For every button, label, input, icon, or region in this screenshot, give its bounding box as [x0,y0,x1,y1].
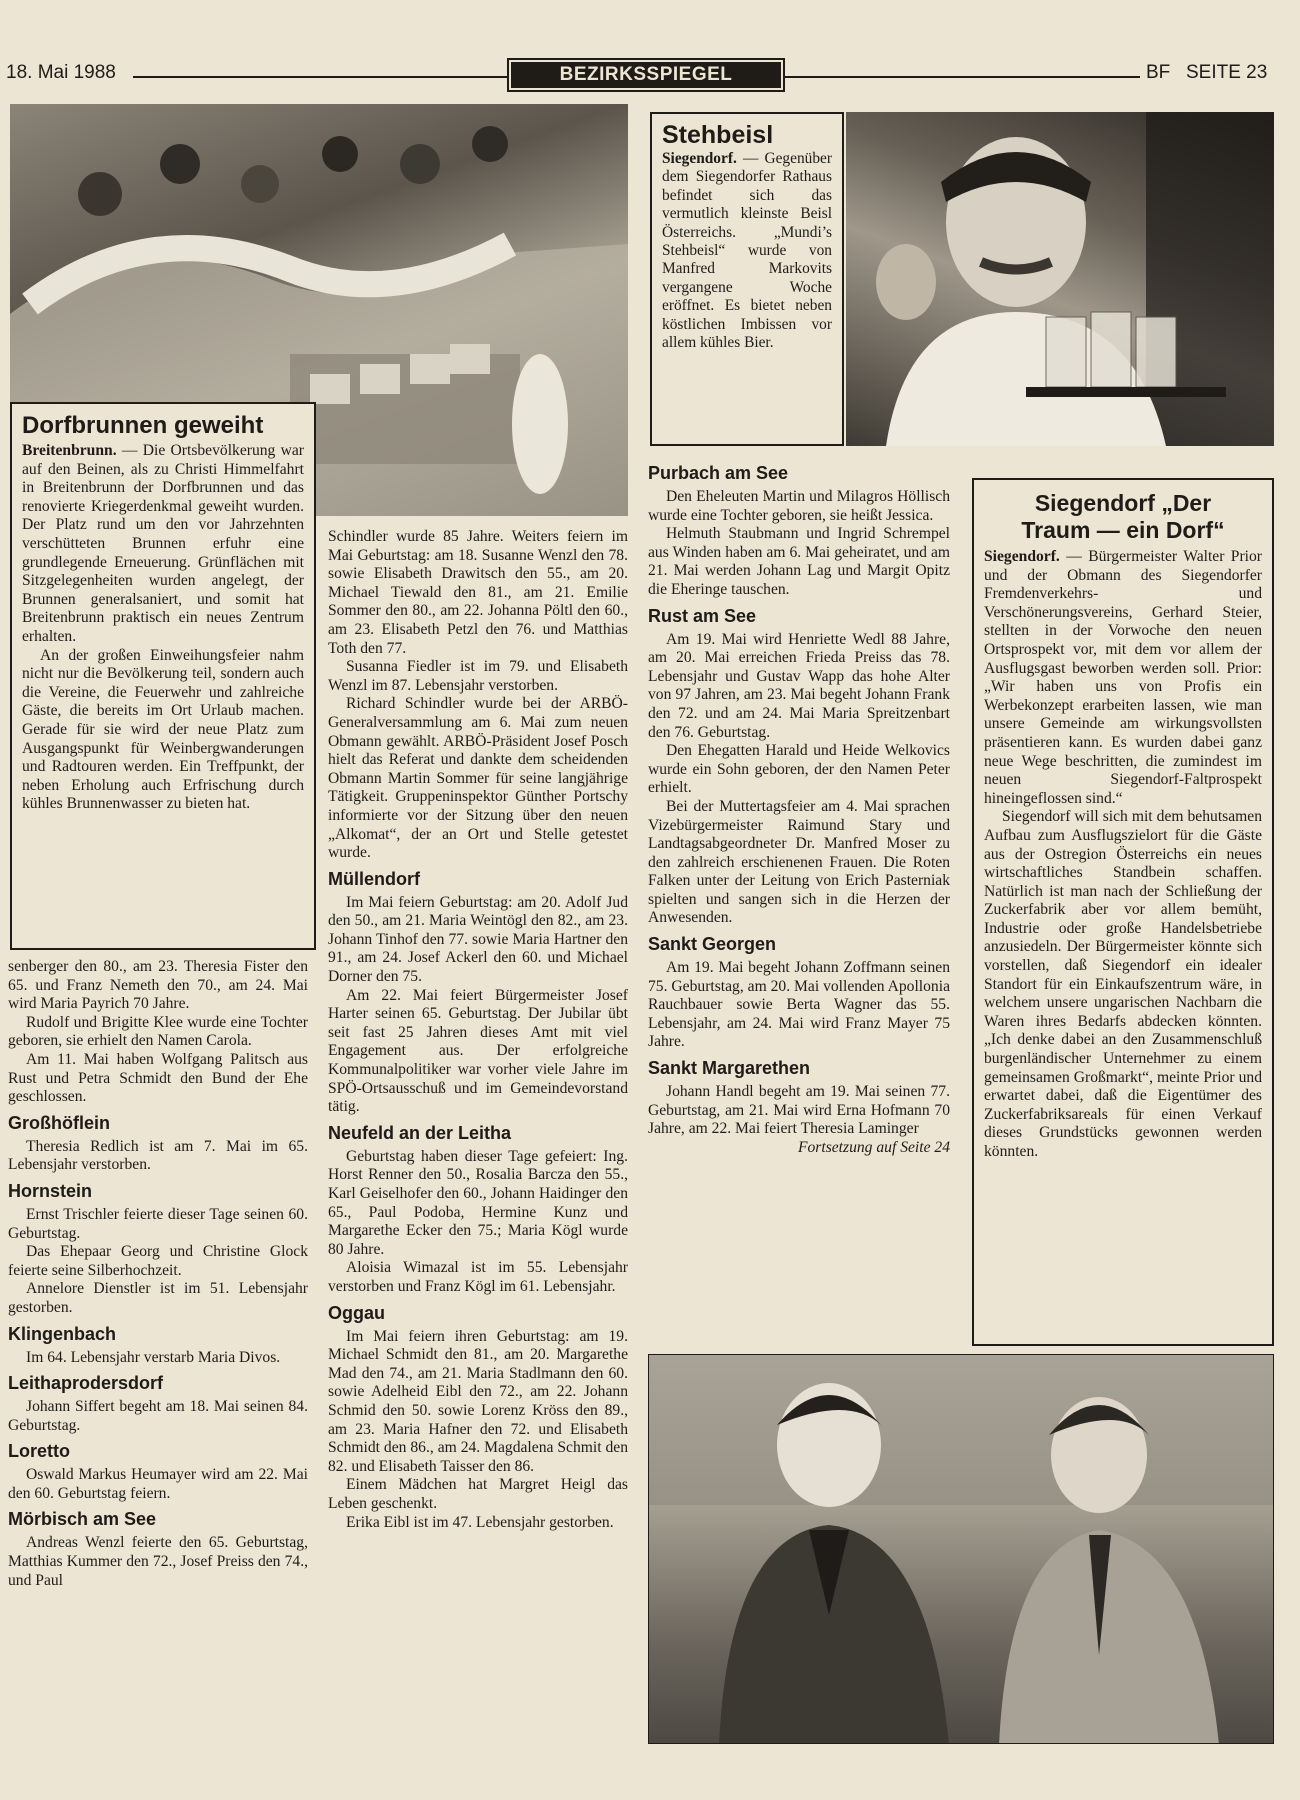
col1-klee: Rudolf und Brigitte Klee wurde eine Tochter geboren, sie erhielt den Namen Carola. [8,1013,308,1050]
heading-oggau: Oggau [328,1302,385,1323]
heading-klingenbach: Klingenbach [8,1323,117,1344]
col3-continued: Fortsetzung auf Seite 24 [797,1138,950,1156]
heading-moerbisch: Mörbisch am See [8,1509,157,1530]
heading-grosshoeflein: Großhöflein [8,1112,110,1133]
col1-hornstein-2: Das Ehepaar Georg und Christine Glock feierte seine Silberhochzeit. [8,1243,308,1279]
col2-muellendorf: Im Mai feiern Geburtstag: am 20. Adolf Jud den 50., am 21. Maria Weintögl den 82., am 23. Johann Tinhof den 77. sowie Maria Hartner den 91., am 24. Josef Ackerl den 60. und Michael Dorner den 75. [328,893,628,986]
dorfbrunnen-text-1: — Die Ortsbevölkerung war auf den Beinen, als zu Christi Himmelfahrt in Breitenbrunn der Dorfbrunnen und das renovierte Kriegerdenkmal geweiht wurden. Der Platz rund um den vor Jahrzehnten verschütteten Brunnen erfuhr eine grundlegende Erneuerung. Grünflächen mit Sitzgelegenheiten wurden angelegt, der Brunnen generalsaniert, und somit hat Breitenbrunn praktisch ein neues Zentrum erhalten. [22,442,304,645]
col2-wimazal: Aloisia Wimazal ist im 55. Lebensjahr verstorben und Franz Kögl im 61. Lebensjahr. [328,1259,628,1295]
header-rule-left [133,76,507,78]
col2-harter: Am 22. Mai feiert Bürgermeister Josef Harter seinen 65. Geburtstag. Der Jubilar übt seit fast 25 Jahren dieses Amt mit viel Engagement aus. Der erfolgreiche Kommunalpolitiker war vorher viele Jahre im SPÖ-Ortsausschuß und im Gemeindevorstand tätig. [328,986,628,1116]
stehbeisl-location: Siegendorf. [662,150,737,167]
page-header [0,56,1300,100]
col1-moerbisch: Andreas Wenzl feierte den 65. Geburtstag, Matthias Kummer den 72., Josef Preiss den 74., und Paul [8,1534,308,1589]
dorfbrunnen-paragraph-1 [22,442,304,647]
col2-arboe: Richard Schindler wurde bei der ARBÖ-Generalversammlung am 6. Mai zum neuen Obmann gewählt. ARBÖ-Präsident Josef Posch hielt das Referat und dankte dem scheidenden Obmann Martin Sommer für seine langjährige Tätigkeit. Gruppeninspektor Günther Portschy informierte vor der Sitzung über den neuen „Alkomat“, der an Ort und Stelle getestet wurde. [328,695,628,862]
header-section-label: BEZIRKSSPIEGEL [511,62,781,88]
col3-purbach-2: Helmuth Staubmann und Ingrid Schrempel aus Winden haben am 6. Mai geheiratet, und am 21. Mai werden Johann Lag und Margit Opitz die Eheringe tauschen. [648,525,950,598]
col3-rust-1: Am 19. Mai wird Henriette Wedl 88 Jahre, am 20. Mai erreichen Frieda Preiss das 78. Lebensjahr und Gustav Wapp das hohe Alter von 97 Jahren, am 23. Mai begeht Johann Frank den 72. und am 24. Mai Maria Spreitzenbart den 76. Geburtstag. [648,630,950,741]
article-traum [972,478,1274,1346]
dorfbrunnen-location: Breitenbrunn. [22,442,117,459]
article-stehbeisl-body [662,150,832,352]
col1-continuation: senberger den 80., am 23. Theresia Fister den 65. und Franz Nemeth den 70., am 24. Mai wird Maria Payrich 70 Jahre. [8,958,308,1013]
col2-oggau: Im Mai feiern ihren Geburtstag: am 19. Michael Schmidt den 81., am 20. Margarethe Mad den 74., am 21. Maria Stadlmann den 60. sowie Adelheid Eibl den 72., am 22. Johann Schmid den 50. sowie Lorenz Kröss den 89., am 23. Maria Hafner den 72. und Elisabeth Schmidt den 86., am 24. Magdalena Schmit den 82. und Elisabeth Taisser den 86. [328,1327,628,1475]
article-stehbeisl-title: Stehbeisl [662,121,774,149]
column-3 [648,462,950,1157]
header-edition: BF [1146,62,1171,83]
col1-leithaprodersdorf: Johann Siffert begeht am 18. Mai seinen 84. Geburtstag. [8,1398,308,1434]
col2-eibl: Erika Eibl ist im 47. Lebensjahr gestorben. [346,1513,614,1531]
traum-title-line-1: Siegendorf „Der [1034,490,1212,516]
col3-georgen: Am 19. Mai begeht Johann Zoffmann seinen 75. Geburtstag, am 20. Mai vollenden Apollonia Rauchbauer sowie Berta Wagner das 55. Lebensjahr, am 24. Mai wird Franz Mayer 75 Jahre. [648,959,950,1051]
two-men-photo [648,1354,1274,1744]
col1-klingenbach: Im 64. Lebensjahr verstarb Maria Divos. [26,1348,281,1366]
article-traum-title [984,490,1262,544]
col1-palitsch: Am 11. Mai haben Wolfgang Palitsch aus Rust und Petra Schmidt den Bund der Ehe geschlossen. [8,1050,308,1106]
header-page: SEITE 23 [1186,62,1268,83]
col1-hornstein-1: Ernst Trischler feierte dieser Tage seinen 60. Geburtstag. [8,1205,308,1242]
col3-rust-3: Bei der Muttertagsfeier am 4. Mai sprachen Vizebürgermeister Raimund Stary und Landtagsabgeordneter Dr. Manfred Moser zu den zahlreich erschienenen Frauen. Die Roten Falken unter der Leitung von Erich Pasterniak spielten und sangen sich in die Herzen der Anwesenden. [648,797,950,927]
stehbeisl-photo [846,112,1274,446]
col1-hornstein-3: Annelore Dienstler ist im 51. Lebensjahr gestorben. [8,1280,308,1316]
article-traum-body [984,548,1262,1162]
article-dorfbrunnen [10,402,316,950]
col2-schindler: Schindler wurde 85 Jahre. Weiters feiern im Mai Geburtstag: am 18. Susanne Wenzl den 78. sowie Elisabeth Drawitsch den 55., am 20. Michael Tiewald den 81., am 21. Emilie Sommer den 80., am 22. Johanna Pöltl den 60., am 23. Elisabeth Petzl den 76. und Matthias Toth den 77. [328,528,628,657]
traum-text-1: — Bürgermeister Walter Prior und der Obmann des Siegendorfer Fremdenverkehrs- und Verschönerungsvereins, Gerhard Steier, stellten in der Vorwoche den neuen Ortsprospekt vor, mit dem vor allem der Ausflugsgast beworben werden soll. Prior: „Wir haben uns von Profis ein Werbekonzept erarbeiten lassen, wie man unsere Gemeinde am wirkungsvollsten präsentieren kann. Es wurden dabei ganz neue Wege beschritten, die zumindest im neuen Siegendorf-Faltprospekt hineingeflossen sind.“ [984,548,1262,807]
heading-neufeld: Neufeld an der Leitha [328,1122,512,1143]
heading-muellendorf: Müllendorf [328,868,420,889]
header-section-box [507,58,785,92]
article-dorfbrunnen-body [22,442,304,814]
traum-location: Siegendorf. [984,548,1060,565]
col1-loretto: Oswald Markus Heumayer wird am 22. Mai den 60. Geburtstag feiern. [8,1466,308,1502]
header-rule-right [785,76,1140,78]
col2-neufeld: Geburtstag haben dieser Tage gefeiert: Ing. Horst Renner den 50., Rosalia Barcza den 55., Karl Geiselhofer den 60., Johann Haidinger den 65., Paul Podoba, Hermine Kunz und Margarethe Ecker den 75.; Maria Kögl wurde 80 Jahre. [328,1147,628,1258]
traum-text-2: Siegendorf will sich mit dem behutsamen Aufbau zum Ausflugszielort für die Gäste aus der Ostregion Österreichs ein neues wirtschaftliches Standbein schaffen. Natürlich ist man nach der Schließung der Zuckerfabrik aber vor allem bemüht, Industrie oder große Handelsbetriebe anzusiedeln. Der Bürgermeister könnte sich vorstellen, daß Siegendorf ein idealer Standort für ein Einkaufszentrum wäre, in welchem unsere ungarischen Nachbarn die Waren ihres Bedarfs abdecken könnten. „Ich denke dabei an den Zusammenschluß burgenländischer Unternehmer zu einem gemeinsamen Großmarkt“, meinte Prior und erwartet dabei, daß die Eigentümer des Zuckerfabriksareals für einen Verkauf dieses Grundstücks gewonnen werden könnten. [984,808,1262,1160]
heading-leithaprodersdorf: Leithaprodersdorf [8,1373,164,1394]
barman-illustration [846,112,1274,446]
col3-purbach-1: Den Eheleuten Martin und Milagros Höllisch wurde eine Tochter geboren, sie heißt Jessica. [648,488,950,524]
column-2 [328,528,628,1532]
heading-hornstein: Hornstein [8,1180,93,1201]
column-1-lower [8,958,308,1590]
heading-margarethen: Sankt Margarethen [648,1058,811,1079]
heading-georgen: Sankt Georgen [648,934,777,955]
col2-heigl: Einem Mädchen hat Margret Heigl das Leben geschenkt. [328,1476,628,1512]
article-dorfbrunnen-title: Dorfbrunnen geweiht [22,412,264,439]
heading-purbach: Purbach am See [648,463,789,483]
col1-grosshoeflein: Theresia Redlich ist am 7. Mai im 65. Lebensjahr verstorben. [8,1137,308,1174]
traum-title-line-2: Traum — ein Dorf“ [1021,517,1225,543]
article-stehbeisl [650,112,844,446]
two-men-illustration [649,1355,1274,1744]
header-date: 18. Mai 1988 [6,62,116,83]
col3-rust-2: Den Ehegatten Harald und Heide Welkovics wurde ein Sohn geboren, der den Namen Peter erhielt. [648,742,950,797]
col3-margarethen: Johann Handl begeht am 19. Mai seinen 77. Geburtstag, am 21. Mai wird Erna Hofmann 70 Jahre, am 22. Mai feiert Theresia Laminger [648,1083,950,1138]
heading-loretto: Loretto [8,1441,70,1462]
dorfbrunnen-paragraph-2: An der großen Einweihungsfeier nahm nicht nur die Bevölkerung teil, sondern auch die Vereine, die Feuerwehr und zahlreiche Gäste, die bereits im Ort Urlaub machen. Gerade für sie wird der neue Platz zum Ausgangspunkt für Weinbergwanderungen und Radtouren werden. Ein Treffpunkt, der neben Erholung auch Erfrischung durch kühles Brunnenwasser zu bieten hat. [22,646,304,813]
heading-rust: Rust am See [648,605,757,626]
col2-fiedler: Susanna Fiedler ist im 79. und Elisabeth Wenzl im 87. Lebensjahr verstorben. [328,658,628,694]
stehbeisl-text: — Gegenüber dem Siegendorfer Rathaus befindet sich das vermutlich kleinste Beisl Österreichs. „Mundi’s Stehbeisl“ wurde von Manfred Markovits vergangene Woche eröffnet. Es bietet neben köstlichen Imbissen vor allem kühles Bier. [662,150,832,352]
